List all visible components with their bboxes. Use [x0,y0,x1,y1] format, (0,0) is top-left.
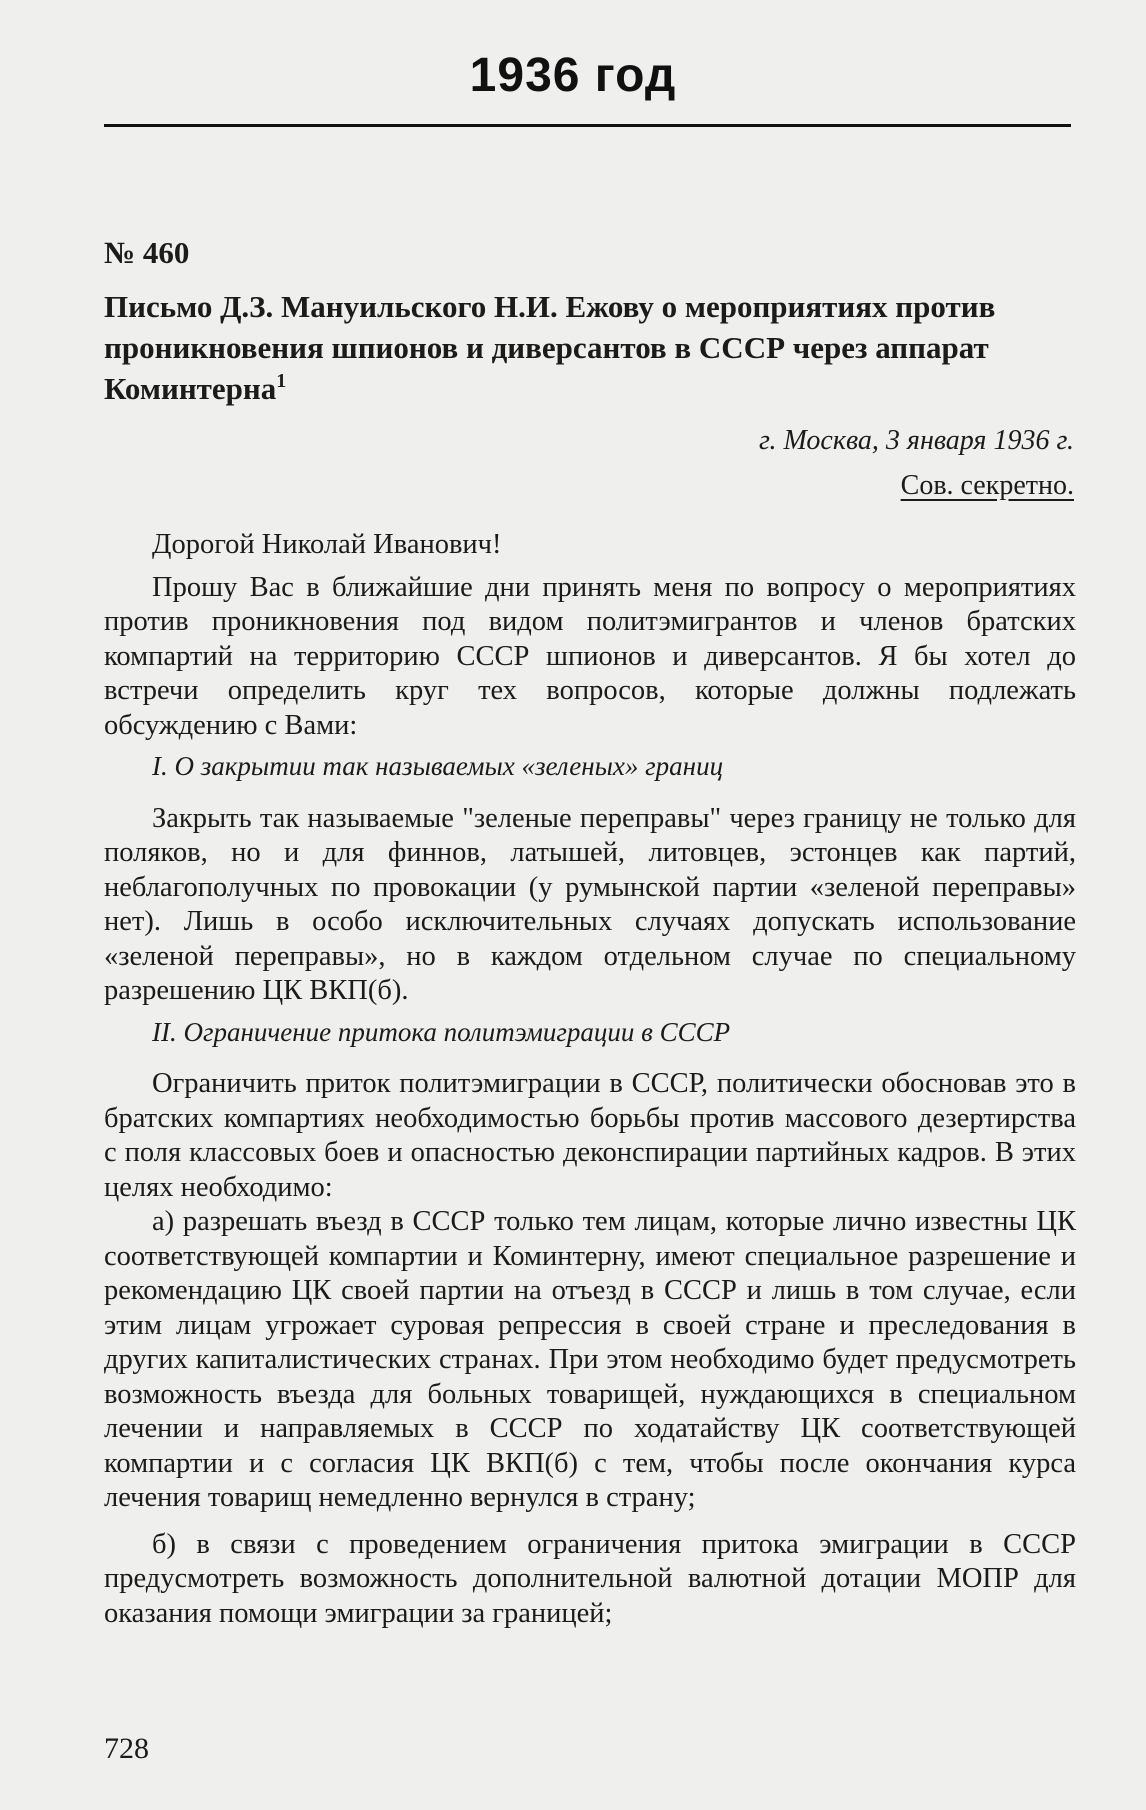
footnote-ref: 1 [276,370,287,392]
page-number: 728 [104,1732,149,1765]
place-date: г. Москва, 3 января 1936 г. [758,425,1074,456]
year-heading: 1936 год [469,49,677,102]
item-b-paragraph: б) в связи с проведением ограничения притока эмиграции в СССР предусмотреть возможность дополнительной валютной дотации МОПР для оказания помощи эмиграции за границей; [104,1528,1076,1629]
classification-stamp: Сов. секретно. [900,470,1074,501]
section-1-paragraph: Закрыть так называемые "зеленые переправы" через границу не только для поляков, но и для финнов, латышей, литовцев, эстонцев как партий, неблагополучных по провокации (у румынской партии «зеленой переправы» нет). Лишь в особо исключительных случаях допускать использование «зеленой переправы», но в каждом отдельном случае по специальному разрешению ЦК ВКП(б). [104,802,1076,1006]
greeting: Дорогой Николай Иванович! [152,529,502,560]
item-a-paragraph: а) разрешать въезд в СССР только тем лицам, которые лично известны ЦК соответствующей компартии и Коминтерну, имеют специальное разрешение и рекомендацию ЦК своей партии на отъезд в СССР и лишь в том случае, если этим лицам угрожает суровая репрессия в своей стране и преследования в других капиталистических странах. При этом необходимо будет предусмотреть возможность въезда для больных товарищей, нуждающихся в специальном лечении и направляемых в СССР по ходатайству ЦК соответствующей компартии и с согласия ЦК ВКП(б) с тем, чтобы после окончания курса лечения товарищ немедленно вернулся в страну; [104,1206,1076,1513]
intro-paragraph: Прошу Вас в ближайшие дни принять меня по вопросу о мероприятиях против проникновения под видом политэмигрантов и членов братских компартий на территорию СССР шпионов и диверсантов. Я бы хотел до встречи определить круг тех вопросов, которые должны подлежать обсуждению с Вами: [104,571,1076,741]
header-rule [104,124,1071,127]
letter-body [104,528,1076,1631]
document-title [104,286,1084,409]
section-2-paragraph: Ограничить приток политэмиграции в СССР, политически обосновав это в братских компартиях необходимостью борьбы против массового дезертирства с поля классовых боев и опасностью деконспирации партийных кадров. В этих целях необходимо: [104,1068,1076,1203]
section-1-heading: I. О закрытии так называемых «зеленых» границ [152,751,724,781]
section-2-heading: II. Ограничение притока политэмиграции в СССР [152,1016,731,1047]
document-number: № 460 [104,235,190,270]
document-title-text: Письмо Д.З. Мануильского Н.И. Ежову о мероприятиях против проникновения шпионов и диверсантов в СССР через аппарат Коминтерна [104,289,996,406]
